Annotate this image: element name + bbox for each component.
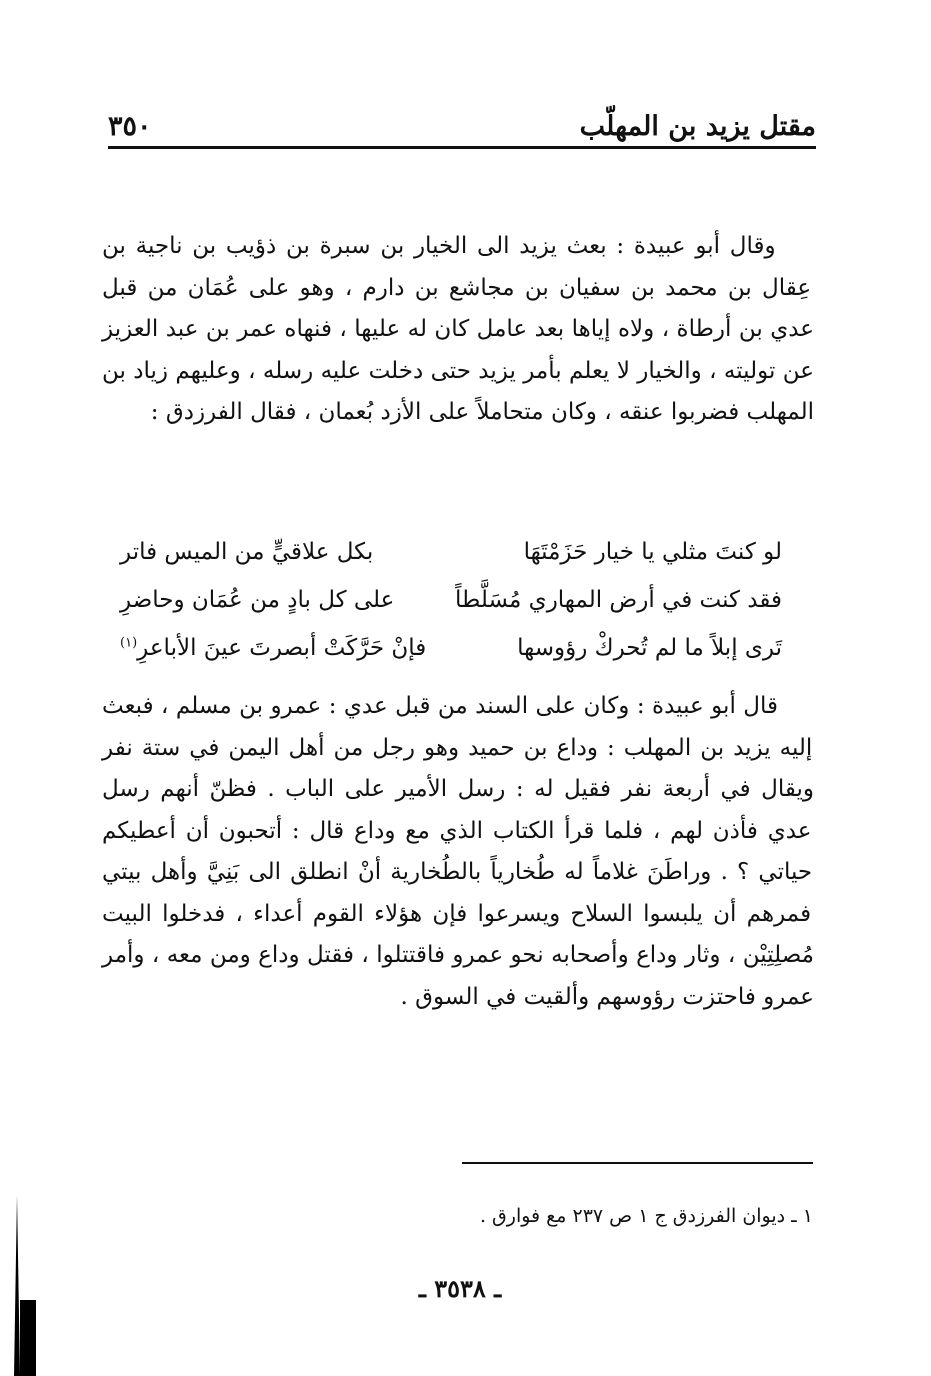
verse-first-hemistich: فقد كنت في أرض المهاري مُسَلَّطاً <box>455 587 782 613</box>
poem-verse <box>120 576 782 624</box>
page-number: ٣٥٠ <box>108 111 152 142</box>
paragraph-abu-ubayda-2 <box>102 686 814 1018</box>
footnote-marker: (١) <box>120 635 138 651</box>
text-line: عدي بن أرطاة ، ولاه إياها بعد عامل كان له عليها ، فنهاه عمر بن عبد <box>158 316 814 342</box>
poem-verse <box>120 528 782 576</box>
text-line: وقال أبو عبيدة : بعث يزيد الى الخيار بن سبرة بن ذؤيب بن ناجية بن <box>102 233 776 259</box>
running-title: مقتل يزيد بن المهلّب <box>579 111 816 142</box>
text-line: فقال الفرزدق : <box>150 399 297 425</box>
text-line: ويقال في أربعة نفر فقيل له : رسل الأمير على الباب . فظنّ أنهم رسل عدي <box>102 776 814 844</box>
text-line: حياتي ؟ . وراطَنَ غلاماً له طُخارياً بالطُخارية أنْ انطلق الى بَنِيَّ وأهل بيتي <box>102 859 813 885</box>
text-line: فمرهم أن يلبسوا السلاح ويسرعوا فإن هؤلاء القوم أعداء ، فدخلوا البيت <box>102 900 812 927</box>
paragraph-text <box>102 686 814 1018</box>
verse-second-hemistich: على كل بادٍ من عُمَان وحاضرِ <box>120 587 395 613</box>
text-line: فأذن لهم ، فلما قرأ الكتاب الذي مع وداع قال : أتحبون أن أعطيكم <box>102 817 758 844</box>
verse-second-hemistich <box>120 635 426 661</box>
text-line: عِقال بن محمد بن سفيان بن مجاشع بن دارم ، وهو على عُمَان من قبل <box>102 274 812 301</box>
poem-verse <box>120 624 782 672</box>
text-line: العزيز عن توليته ، والخيار لا يعلم بأمر يزيد حتى دخلت عليه رسله ، <box>102 316 814 384</box>
paragraph-abu-ubayda-1 <box>102 226 814 434</box>
scan-binding-shadow <box>20 1300 36 1376</box>
poem-block <box>120 528 782 672</box>
verse-text: فإنْ حَرَّكَتْ أبصرتَ عينَ الأباعرِ <box>137 635 427 661</box>
header-rule <box>108 146 816 149</box>
text-line: مُصلِتِيْن ، وثار وداع وأصحابه نحو عمرو فاقتتلوا ، فقتل وداع ومن معه ، <box>144 942 814 968</box>
verse-first-hemistich: تَرى إبلاً ما لم تُحركْ رؤوسها <box>517 635 782 661</box>
text-line: وعليهم زياد بن المهلب فضربوا عنقه ، وكان متحاملاً على الأزد بُعمان ، <box>102 357 814 425</box>
text-line: قال أبو عبيدة : وكان على السند من قبل عدي : عمرو بن مسلم ، <box>153 693 778 719</box>
paragraph-text <box>102 226 814 434</box>
page-footer-number: ـ ٣٥٣٨ ـ <box>418 1274 502 1303</box>
page-header <box>108 100 816 142</box>
text-line: وأمر عمرو فاحتزت رؤوسهم وألقيت في السوق . <box>102 942 814 1010</box>
verse-second-hemistich: بكل علاقيٍّ من الميس فاتر <box>120 539 374 565</box>
verse-first-hemistich: لو كنتَ مثلي يا خيار حَزَمْتَهَا <box>523 539 782 565</box>
footnote: ١ ـ ديوان الفرزدق ج ١ ص ٢٣٧ مع فوارق . <box>479 1205 813 1227</box>
text-line: فبعث إليه يزيد بن المهلب : وداع بن حميد وهو رجل من أهل اليمن في ستة نفر <box>102 693 813 761</box>
footnote-rule <box>462 1162 813 1164</box>
